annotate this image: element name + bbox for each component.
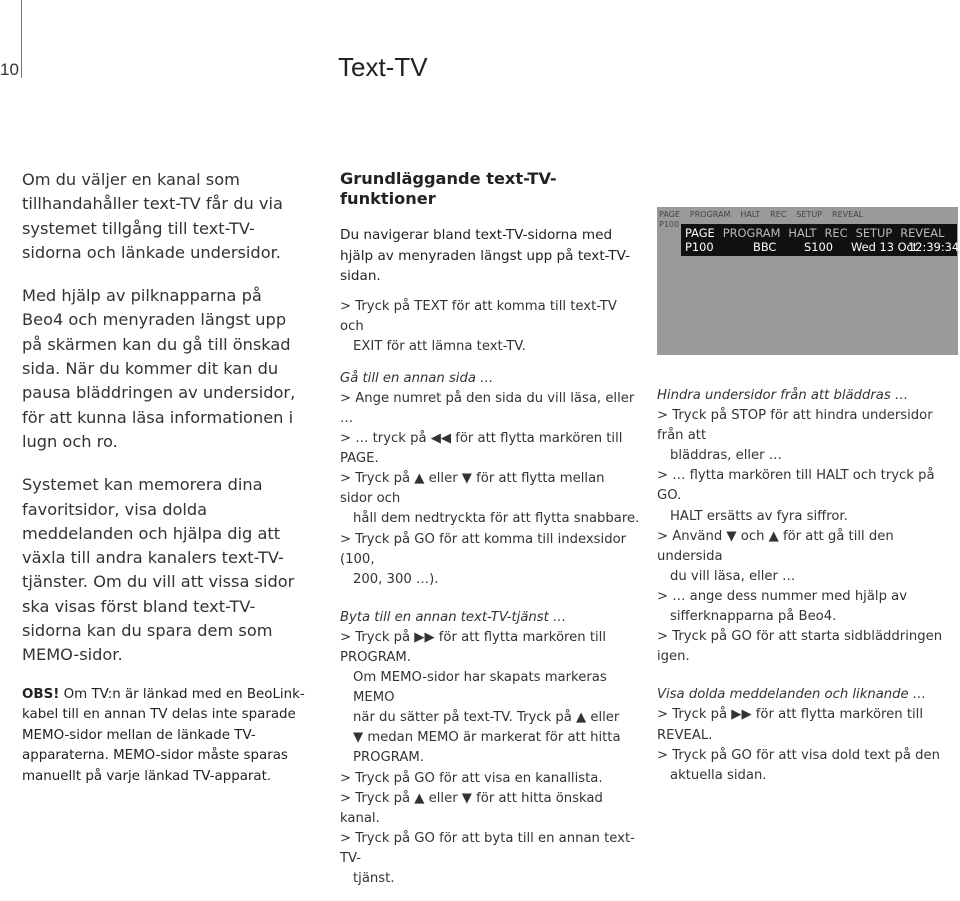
menu-item-label: PROGRAM — [689, 210, 731, 219]
teletext-screen-illustration — [657, 207, 958, 355]
step-line: du vill läsa, eller … — [670, 568, 796, 584]
step-line: PROGRAM. — [353, 750, 424, 766]
step-line: håll dem nedtryckta för att flytta snabbare. — [353, 511, 640, 527]
step-line: EXIT för att lämna text-TV. — [353, 338, 526, 354]
goto-page-section — [340, 369, 640, 590]
intro-paragraph-1: Om du väljer en kanal som tillhandahåller text-TV får du via systemet tillgång till text-TV-sidorna och länkade undersidor. — [22, 170, 283, 262]
menu-item-setup: SETUP — [855, 226, 893, 240]
menu-item-label: SETUP — [796, 210, 823, 219]
basic-functions-column — [340, 169, 640, 901]
step-line: tjänst. — [353, 871, 395, 887]
background-menu-row — [659, 210, 873, 219]
subheading: Byta till en annan text-TV-tjänst … — [340, 609, 567, 625]
subheading: Visa dolda meddelanden och liknande … — [657, 687, 927, 703]
step-line: > Tryck på ▶▶ för att flytta markören till PROGRAM. — [340, 629, 606, 665]
menu-item-label: REC — [770, 210, 787, 219]
status-row — [681, 240, 960, 255]
menu-item-label: HALT — [740, 210, 761, 219]
step-line: > Använd ▼ och ▲ för att gå till den undersida — [657, 528, 894, 564]
step-line: > Tryck på STOP för att hindra undersidor från att — [657, 408, 933, 444]
menu-item-halt: HALT — [788, 226, 817, 240]
step-line: > Tryck på GO för att komma till indexsidor (100, — [340, 531, 627, 567]
step-line: > … ange dess nummer med hjälp av — [657, 588, 908, 604]
step-line: 200, 300 …). — [353, 571, 439, 587]
step-line: sifferknapparna på Beo4. — [670, 609, 837, 625]
menu-item-rec: REC — [824, 226, 848, 240]
intro-paragraph-2: Med hjälp av pilknapparna på Beo4 och menyraden längst upp på skärmen kan du gå till önskad sida. När du kommer dit kan du pausa bläddringen av undersidor, för att kunna läsa informationen i lugn och ro. — [22, 286, 296, 451]
step-line: > Tryck på GO för att byta till en annan text-TV- — [340, 830, 635, 866]
halt-section — [657, 386, 957, 667]
advanced-functions-column — [657, 386, 957, 798]
status-channel: BBC — [753, 240, 777, 254]
step-line: Om MEMO-sidor har skapats markeras MEMO — [353, 670, 607, 706]
step-line: > Tryck på GO för att visa en kanallista. — [340, 770, 603, 786]
section-heading: Grundläggande text-TV-funktioner — [340, 169, 557, 208]
note-text: Om TV:n är länkad med en BeoLink-kabel till en annan TV delas inte sparade MEMO-sidor mellan de länkade TV-apparaterna. MEMO-sidor måste sparas manuellt på varje länkad TV-apparat. — [22, 686, 305, 785]
note-paragraph — [22, 685, 307, 788]
status-page: P100 — [685, 240, 714, 254]
step-line: när du sätter på text-TV. Tryck på ▲ eller — [353, 710, 620, 726]
step-line: HALT ersätts av fyra siffror. — [670, 508, 848, 524]
step-line: aktuella sidan. — [670, 767, 767, 783]
step-line: > Tryck på ▲ eller ▼ för att flytta mellan sidor och — [340, 471, 605, 507]
status-time: 12:39:34 — [908, 240, 960, 254]
step-line: > Tryck på TEXT för att komma till text-TV och — [340, 298, 617, 334]
menu-item-label: PAGE — [659, 210, 680, 219]
step-line: > Tryck på ▲ eller ▼ för att hitta önskad kanal. — [340, 790, 603, 826]
teletext-menu-bar — [681, 224, 960, 256]
subheading: Hindra undersidor från att bläddras … — [657, 388, 909, 403]
status-date: Wed 13 Oct — [851, 240, 918, 254]
menu-item-program: PROGRAM — [722, 226, 781, 240]
menu-item-label: REVEAL — [832, 210, 864, 219]
step-line: > Tryck på GO för att starta sidbläddringen igen. — [657, 629, 943, 665]
subheading: Gå till en annan sida … — [340, 370, 494, 386]
step-line: bläddras, eller … — [670, 448, 782, 464]
menu-item-reveal: REVEAL — [900, 226, 945, 240]
background-page-number: P100 — [659, 220, 680, 229]
switch-service-section — [340, 608, 640, 889]
step-line: ▼ medan MEMO är markerat för att hitta — [353, 730, 621, 746]
section-intro: Du navigerar bland text-TV-sidorna med hjälp av menyraden längst upp på text-TV-sidan. — [340, 227, 631, 284]
intro-paragraph-3: Systemet kan memorera dina favoritsidor, visa dolda meddelanden och hjälpa dig att växla till andra kanalers text-TV-tjänster. Om du vill att vissa sidor ska visas först bland text-TV-sidorna kan du spara dem som MEMO-sidor. — [22, 475, 295, 665]
status-subpage: S100 — [804, 240, 833, 254]
menu-row — [685, 226, 952, 240]
page-divider — [21, 0, 22, 78]
step-line: > Tryck på ▶▶ för att flytta markören till REVEAL. — [657, 707, 923, 743]
page-title: Text-TV — [338, 52, 428, 82]
note-label: OBS! — [22, 686, 60, 702]
step-line: > Ange numret på den sida du vill läsa, eller … — [340, 390, 635, 426]
step-line: > … tryck på ◀◀ för att flytta markören till PAGE. — [340, 431, 623, 467]
open-close-section — [340, 297, 640, 357]
step-line: > Tryck på GO för att visa dold text på den — [657, 747, 941, 763]
intro-column — [22, 168, 307, 807]
step-line: > … flytta markören till HALT och tryck på GO. — [657, 468, 935, 504]
menu-item-page: PAGE — [685, 226, 715, 240]
reveal-section — [657, 685, 957, 785]
page-number: 10 — [0, 60, 19, 79]
